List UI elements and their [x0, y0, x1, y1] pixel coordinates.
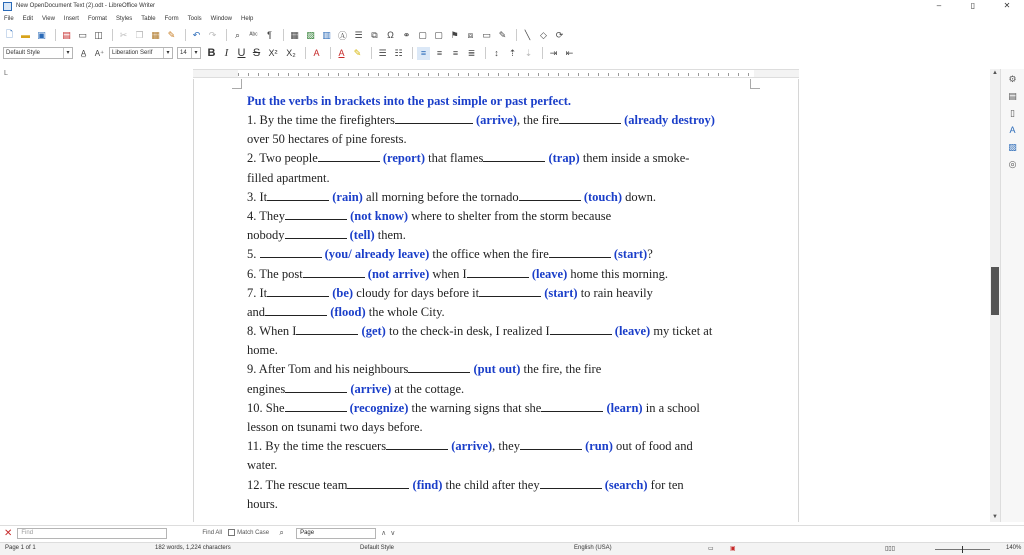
insert-endnote-icon[interactable]: ▢ [434, 29, 443, 40]
line-text: 12. The rescue team [247, 477, 348, 492]
answer-blank [265, 304, 327, 316]
line-text: to the check-in desk, I realized I [385, 324, 550, 339]
line-text: 10. She [247, 400, 285, 415]
verb-hint: (leave) [614, 324, 651, 339]
text-language[interactable]: English (USA) [574, 545, 612, 551]
answer-blank [519, 189, 581, 201]
menu-insert[interactable]: Insert [63, 16, 79, 22]
increase-indent-icon[interactable]: ⇥ [549, 47, 558, 58]
insert-hyperlink-icon[interactable]: ⚭ [402, 29, 411, 40]
standard-toolbar [0, 26, 1024, 44]
verb-hint: (not know) [350, 208, 409, 223]
document-page[interactable] [193, 79, 799, 522]
font-name-combo[interactable] [109, 47, 173, 59]
update-style-icon[interactable]: A̲ [80, 48, 87, 58]
line-text: the whole City. [365, 304, 445, 319]
line-text: when I [429, 266, 467, 281]
line-text: them inside a smoke- [579, 151, 690, 166]
line-text: 9. After Tom and his neighbours [247, 362, 409, 377]
line-text: to rain heavily [577, 285, 653, 300]
line-text: the warning signs that she [408, 400, 542, 415]
verb-hint: (get) [361, 324, 386, 339]
search-type-combo[interactable] [296, 528, 376, 539]
strikethrough-button[interactable]: S [252, 47, 261, 59]
save-icon[interactable]: ▣ [37, 29, 46, 40]
line-text: nobody [247, 228, 285, 243]
highlight-color-icon[interactable]: ✎ [353, 47, 362, 58]
toolbar-separator [516, 29, 517, 41]
spelling-icon[interactable]: ᴬᵇᶜ [249, 31, 258, 39]
toolbar-separator [371, 47, 372, 59]
document-line [247, 111, 757, 130]
horizontal-ruler[interactable] [193, 69, 799, 78]
line-text: filled apartment. [247, 170, 330, 185]
view-layout-icon[interactable]: ▯▯▯ [885, 546, 895, 552]
draw-functions-icon[interactable]: ⟳ [555, 29, 564, 40]
toolbar-separator [226, 29, 227, 41]
cut-icon[interactable]: ✂ [119, 29, 128, 40]
toolbar-separator [185, 29, 186, 41]
verb-hint: (put out) [473, 362, 521, 377]
answer-blank [520, 438, 582, 450]
menu-table[interactable]: Table [141, 16, 156, 22]
menu-help[interactable]: Help [241, 16, 254, 22]
verb-hint: (report) [382, 151, 425, 166]
match-case-checkbox[interactable] [228, 529, 269, 536]
answer-blank [285, 400, 347, 412]
answer-blank [479, 285, 541, 297]
answer-blank [386, 438, 448, 450]
answer-blank [296, 323, 358, 335]
line-text: over 50 hectares of pine forests. [247, 132, 407, 147]
line-text: for ten [647, 477, 684, 492]
document-line [247, 476, 757, 495]
track-changes-icon[interactable]: ✎ [498, 29, 507, 40]
line-text: 3. It [247, 189, 268, 204]
line-text: 1. By the time the firefighters [247, 113, 395, 127]
justify-icon[interactable]: ≣ [467, 47, 476, 58]
scroll-down-icon[interactable]: ▼ [992, 514, 998, 520]
toolbar-separator [542, 47, 543, 59]
document-line [247, 341, 757, 360]
answer-blank [483, 150, 545, 162]
verb-hint: (start) [544, 285, 578, 300]
document-modified-icon: ▣ [730, 546, 736, 552]
verb-hint: (be) [332, 285, 354, 300]
answer-blank [541, 400, 603, 412]
menu-edit[interactable]: Edit [22, 16, 34, 22]
document-canvas [0, 79, 990, 522]
line-text: 5. [247, 247, 260, 262]
title-bar [0, 0, 1024, 12]
formatting-toolbar [0, 44, 1024, 62]
document-line [247, 495, 757, 514]
line-text: 11. By the time the rescuers [247, 439, 387, 454]
line-text: at the cottage. [391, 381, 465, 396]
writer-app-icon [3, 2, 12, 11]
print-preview-icon[interactable]: ◫ [94, 29, 103, 40]
answer-blank [318, 150, 380, 162]
text-boundary-corner [750, 79, 760, 89]
sidebar-settings-icon[interactable]: ⚙ [1008, 74, 1017, 84]
font-name-value: Liberation Serif [112, 50, 153, 56]
navigator-icon[interactable]: ◎ [1008, 159, 1017, 169]
line-text: down. [622, 189, 657, 204]
toolbar-separator [330, 47, 331, 59]
insert-comment-icon[interactable]: ▭ [482, 29, 491, 40]
line-text: them. [374, 228, 406, 243]
verb-hint: (touch) [583, 189, 623, 204]
bold-button[interactable]: B [207, 47, 216, 59]
line-text: 6. The post [247, 266, 303, 281]
verb-hint: (learn) [606, 400, 643, 415]
toolbar-separator [485, 47, 486, 59]
toolbar-separator [55, 29, 56, 41]
answer-blank [549, 246, 611, 258]
tab-stop-selector[interactable]: L [4, 70, 8, 77]
insert-image-icon[interactable]: ▨ [306, 29, 315, 40]
document-line [247, 149, 757, 168]
line-text: in a school [642, 400, 700, 415]
line-text: the fire, the fire [520, 362, 602, 377]
window-controls [922, 0, 1024, 12]
find-placeholder: Find [21, 529, 34, 536]
document-line [247, 245, 757, 264]
vertical-scrollbar[interactable] [990, 69, 1000, 522]
line-text: 2. Two people [247, 151, 318, 166]
verb-hint: (run) [585, 439, 613, 454]
superscript-button[interactable]: X² [268, 48, 278, 58]
menu-form[interactable]: Form [164, 16, 179, 22]
align-left-icon[interactable]: ≡ [417, 47, 430, 60]
subscript-button[interactable]: X₂ [286, 48, 296, 58]
line-text: the office when the fire [429, 247, 549, 262]
find-replace-icon[interactable]: ⌕ [279, 528, 284, 537]
document-line [247, 399, 757, 418]
window-title: New OpenDocument Text (2).odt - LibreOffice Writer [16, 3, 156, 9]
line-text: home. [247, 343, 278, 358]
verb-hint: (not arrive) [367, 266, 430, 281]
line-text: , the fire [516, 113, 559, 127]
answer-blank [260, 246, 322, 258]
line-text: 7. It [247, 285, 268, 300]
answer-blank [395, 112, 473, 124]
line-text: out of food and [612, 439, 693, 454]
italic-button[interactable]: I [224, 47, 229, 59]
find-input[interactable] [17, 528, 167, 539]
menu-tools[interactable]: Tools [187, 16, 202, 22]
find-all-button[interactable]: Find All [202, 530, 223, 536]
scrollbar-thumb[interactable] [991, 267, 999, 315]
document-line [247, 188, 757, 207]
answer-blank [559, 112, 621, 124]
decrease-paragraph-spacing-icon[interactable]: ⇣ [524, 47, 533, 58]
status-bar [0, 542, 1024, 555]
insert-table-icon[interactable]: ▦ [290, 29, 299, 40]
zoom-level[interactable]: 140% [1006, 545, 1022, 551]
font-color-icon[interactable]: A [338, 48, 345, 58]
chevron-down-icon[interactable]: ▾ [191, 48, 200, 58]
gallery-icon[interactable]: ▨ [1008, 142, 1017, 152]
clone-formatting-icon[interactable]: ✎ [167, 29, 176, 40]
search-type-value: Page [300, 529, 315, 536]
answer-blank [408, 361, 470, 373]
answer-blank [550, 323, 612, 335]
minimize-button[interactable]: – [936, 1, 942, 10]
toolbar-separator [305, 47, 306, 59]
verb-hint: (find) [412, 477, 443, 492]
document-line [247, 130, 757, 149]
insert-special-character-icon[interactable]: Ω [387, 30, 394, 40]
font-size-combo[interactable] [177, 47, 201, 59]
document-line [247, 418, 757, 437]
insert-chart-icon[interactable]: ▥ [322, 29, 331, 40]
toolbar-separator [112, 29, 113, 41]
line-text: lesson on tsunami two days before. [247, 420, 423, 434]
insert-mode-icon[interactable]: ▭ [708, 546, 714, 552]
page-count[interactable]: Page 1 of 1 [5, 545, 36, 551]
align-right-icon[interactable]: ≡ [452, 48, 459, 58]
paste-icon[interactable]: ▦ [151, 29, 160, 40]
new-style-icon[interactable]: A⁺ [94, 48, 105, 58]
checkbox-box[interactable] [228, 529, 235, 536]
document-line [247, 437, 757, 456]
answer-blank [285, 381, 347, 393]
ruler-ticks [238, 73, 754, 76]
insert-field-icon[interactable]: ⧉ [371, 29, 378, 40]
answer-blank [467, 266, 529, 278]
document-line [247, 380, 757, 399]
answer-blank [347, 477, 409, 489]
line-text: where to shelter from the storm because [408, 208, 612, 223]
find-previous-icon[interactable]: ∧ [381, 530, 387, 537]
line-text: hours. [247, 496, 278, 511]
answer-blank [267, 285, 329, 297]
verb-hint: (arrive) [350, 381, 392, 396]
basic-shapes-icon[interactable]: ◇ [540, 29, 547, 40]
text-boundary-corner [232, 79, 242, 89]
find-replace-icon[interactable]: ⌕ [234, 29, 241, 40]
unordered-list-icon[interactable]: ☰ [378, 47, 387, 58]
word-count[interactable]: 182 words, 1,224 characters [155, 545, 231, 551]
menu-format[interactable]: Format [87, 16, 107, 22]
clear-formatting-icon[interactable]: A [313, 48, 320, 58]
copy-icon[interactable]: ❐ [135, 29, 144, 40]
export-pdf-icon[interactable]: ▤ [62, 29, 71, 40]
line-text: that flames [425, 151, 484, 166]
sidebar-deck [1000, 69, 1024, 522]
insert-line-icon[interactable]: ╲ [524, 29, 531, 40]
document-line [247, 360, 757, 379]
verb-hint: (arrive) [476, 113, 517, 127]
toolbar-separator [283, 29, 284, 41]
verb-hint: (already destroy) [624, 113, 715, 127]
properties-icon[interactable]: ▤ [1008, 91, 1017, 101]
verb-hint: (search) [604, 477, 648, 492]
answer-blank [285, 227, 347, 239]
decrease-indent-icon[interactable]: ⇤ [565, 47, 574, 58]
document-line [247, 226, 757, 245]
scroll-up-icon[interactable]: ▲ [992, 70, 998, 76]
verb-hint: (leave) [531, 266, 568, 281]
styles-icon[interactable]: A [1009, 125, 1016, 135]
paragraph-style-value: Default Style [6, 50, 41, 56]
verb-hint: (you/ already leave) [324, 247, 430, 262]
page-style[interactable]: Default Style [360, 545, 395, 551]
insert-footnote-icon[interactable]: ▢ [418, 29, 427, 40]
document-line [247, 207, 757, 226]
verb-hint: (trap) [548, 151, 580, 166]
chevron-down-icon[interactable]: ▾ [63, 48, 72, 58]
document-line [247, 284, 757, 303]
insert-bookmark-icon[interactable]: ⚑ [450, 29, 459, 40]
insert-page-break-icon[interactable]: ☰ [354, 29, 363, 40]
answer-blank [303, 266, 365, 278]
ordered-list-icon[interactable]: ☷ [394, 47, 403, 58]
find-toolbar [0, 525, 1024, 540]
close-findbar-icon[interactable]: ✕ [4, 527, 13, 539]
page-icon[interactable]: ▯ [1010, 108, 1015, 118]
zoom-slider-handle[interactable] [962, 546, 963, 553]
menu-bar [0, 12, 1024, 26]
print-icon[interactable]: ▭ [78, 29, 87, 40]
chevron-down-icon[interactable]: ▾ [163, 48, 172, 58]
maximize-button[interactable]: ▯ [970, 1, 976, 10]
exercise-heading: Put the verbs in brackets into the past simple or past perfect. [247, 94, 572, 108]
verb-hint: (start) [613, 247, 648, 262]
verb-hint: (arrive) [451, 439, 493, 454]
line-text: , they [492, 439, 520, 454]
document-line [247, 169, 757, 188]
increase-paragraph-spacing-icon[interactable]: ⇡ [508, 47, 517, 58]
redo-icon[interactable]: ↷ [208, 29, 217, 40]
line-text: and [247, 304, 266, 319]
verb-hint: (flood) [330, 304, 366, 319]
line-text: all morning before the tornado [362, 189, 519, 204]
line-text: the child after they [442, 477, 540, 492]
verb-hint: (tell) [349, 228, 375, 243]
verb-hint: (recognize) [349, 400, 409, 415]
line-text: engines [247, 381, 286, 396]
answer-blank [285, 208, 347, 220]
toolbar-separator [412, 47, 413, 59]
line-text: my ticket at [650, 324, 713, 339]
line-text: home this morning. [567, 266, 668, 281]
line-spacing-icon[interactable]: ↕ [494, 48, 499, 58]
align-center-icon[interactable]: ≡ [436, 48, 443, 58]
open-folder-icon[interactable]: ▬ [21, 30, 30, 40]
line-text: 4. They [247, 208, 285, 223]
menu-file[interactable]: File [4, 16, 14, 22]
font-size-value: 14 [180, 50, 187, 56]
formatting-marks-icon[interactable]: ¶ [267, 30, 272, 40]
line-text: 8. When I [247, 324, 297, 339]
insert-cross-reference-icon[interactable]: ⧈ [467, 29, 474, 40]
verb-hint: (rain) [332, 189, 363, 204]
document-line [247, 322, 757, 341]
answer-blank [540, 477, 602, 489]
menu-view[interactable]: View [42, 16, 55, 22]
new-document-icon[interactable]: 🗋 [5, 29, 14, 39]
document-line [247, 303, 757, 322]
line-text: ? [647, 247, 653, 262]
insert-text-box-icon[interactable]: Ⓐ [337, 30, 347, 41]
match-case-label: Match Case [237, 530, 270, 537]
menu-window[interactable]: Window [210, 16, 232, 22]
document-text[interactable] [247, 92, 757, 514]
document-line [247, 456, 757, 475]
find-next-icon[interactable]: ∨ [390, 530, 396, 537]
underline-button[interactable]: U [237, 47, 246, 59]
close-button[interactable]: ✕ [1003, 1, 1011, 10]
document-line [247, 265, 757, 284]
menu-styles[interactable]: Styles [115, 16, 133, 22]
undo-icon[interactable]: ↶ [192, 29, 201, 40]
line-text: cloudy for days before it [353, 285, 480, 300]
paragraph-style-combo[interactable] [3, 47, 73, 59]
line-text: water. [247, 458, 278, 473]
answer-blank [267, 189, 329, 201]
